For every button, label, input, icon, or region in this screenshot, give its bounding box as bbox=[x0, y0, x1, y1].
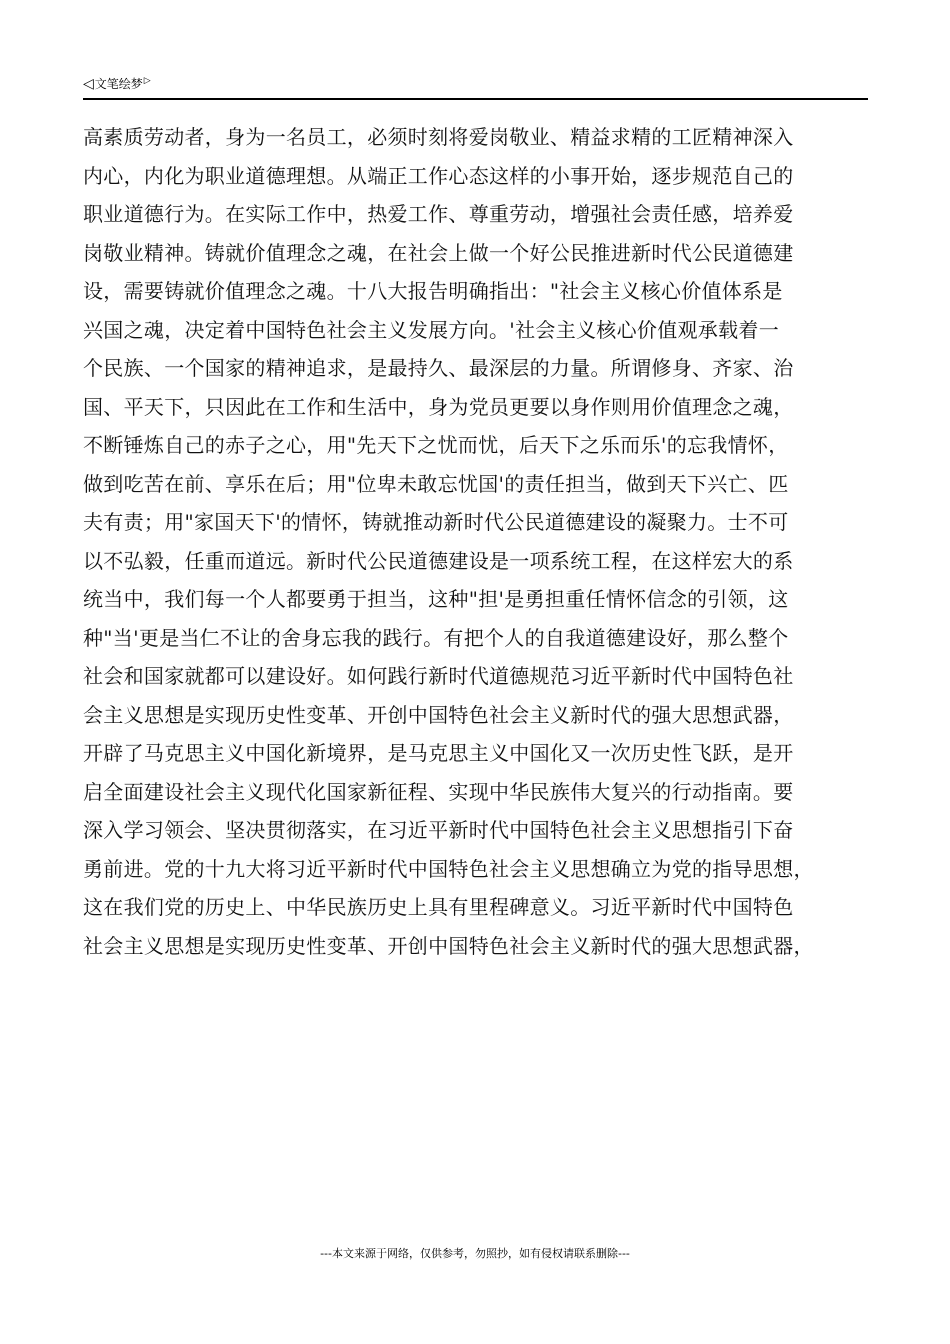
header-brand bbox=[83, 76, 151, 92]
text-line: 社会和国家就都可以建设好。如何践行新时代道德规范习近平新时代中国特色社 bbox=[83, 664, 794, 688]
text-line: 个民族、一个国家的精神追求，是最持久、最深层的力量。所谓修身、齐家、治 bbox=[83, 356, 794, 380]
text-line: 内心，内化为职业道德理想。从端正工作心态这样的小事开始，逐步规范自己的 bbox=[83, 163, 794, 188]
text-line: 会主义思想是实现历史性变革、开创中国特色社会主义新时代的强大思想武器， bbox=[83, 702, 794, 727]
text-line: 这在我们党的历史上、中华民族历史上具有里程碑意义。习近平新时代中国特色 bbox=[83, 895, 794, 919]
text-line: 启全面建设社会主义现代化国家新征程、实现中华民族伟大复兴的行动指南。要 bbox=[83, 779, 794, 804]
header-title: 文笔绘梦 bbox=[94, 77, 143, 91]
text-line: 不断锤炼自己的赤子之心，用"先天下之忧而忧，后天下之乐而乐'的忘我情怀， bbox=[83, 433, 789, 457]
text-line: 高素质劳动者，身为一名员工，必须时刻将爱岗敬业、精益求精的工匠精神深入 bbox=[83, 125, 794, 149]
text-line: 社会主义思想是实现历史性变革、开创中国特色社会主义新时代的强大思想武器， bbox=[83, 933, 814, 958]
document-body bbox=[83, 118, 883, 965]
text-line: 做到吃苦在前、享乐在后；用"位卑未敢忘忧国'的责任担当，做到天下兴亡、匹 bbox=[83, 471, 789, 496]
text-line: 兴国之魂，决定着中国特色社会主义发展方向。'社会主义核心价值观承载着一 bbox=[83, 317, 779, 342]
text-line: 岗敬业精神。铸就价值理念之魂，在社会上做一个好公民推进新时代公民道德建 bbox=[83, 240, 794, 265]
triangle-left-icon: ◁ bbox=[83, 76, 94, 92]
text-line: 设，需要铸就价值理念之魂。十八大报告明确指出："社会主义核心价值体系是 bbox=[83, 279, 783, 303]
text-line: 种"当'更是当仁不让的舍身忘我的践行。有把个人的自我道德建设好，那么整个 bbox=[83, 625, 789, 650]
text-line: 开辟了马克思主义中国化新境界，是马克思主义中国化又一次历史性飞跃，是开 bbox=[83, 741, 794, 765]
text-line: 夫有责；用"家国天下'的情怀，铸就推动新时代公民道德建设的凝聚力。士不可 bbox=[83, 510, 789, 534]
text-line: 国、平天下，只因此在工作和生活中，身为党员更要以身作则用价值理念之魂， bbox=[83, 394, 794, 419]
page-footer: ---本文来源于网络，仅供参考，勿照抄，如有侵权请联系删除--- bbox=[320, 1247, 630, 1260]
text-line: 职业道德行为。在实际工作中，热爱工作、尊重劳动，增强社会责任感，培养爱 bbox=[83, 202, 794, 226]
text-line: 以不弘毅，任重而道远。新时代公民道德建设是一项系统工程，在这样宏大的系 bbox=[83, 548, 794, 573]
page-header bbox=[83, 74, 868, 100]
text-line: 勇前进。党的十九大将习近平新时代中国特色社会主义思想确立为党的指导思想， bbox=[83, 856, 814, 881]
text-line: 深入学习领会、坚决贯彻落实，在习近平新时代中国特色社会主义思想指引下奋 bbox=[83, 818, 794, 842]
triangle-right-icon: ▷ bbox=[143, 76, 151, 86]
text-line: 统当中，我们每一个人都要勇于担当，这种"担'是勇担重任情怀信念的引领，这 bbox=[83, 587, 789, 611]
